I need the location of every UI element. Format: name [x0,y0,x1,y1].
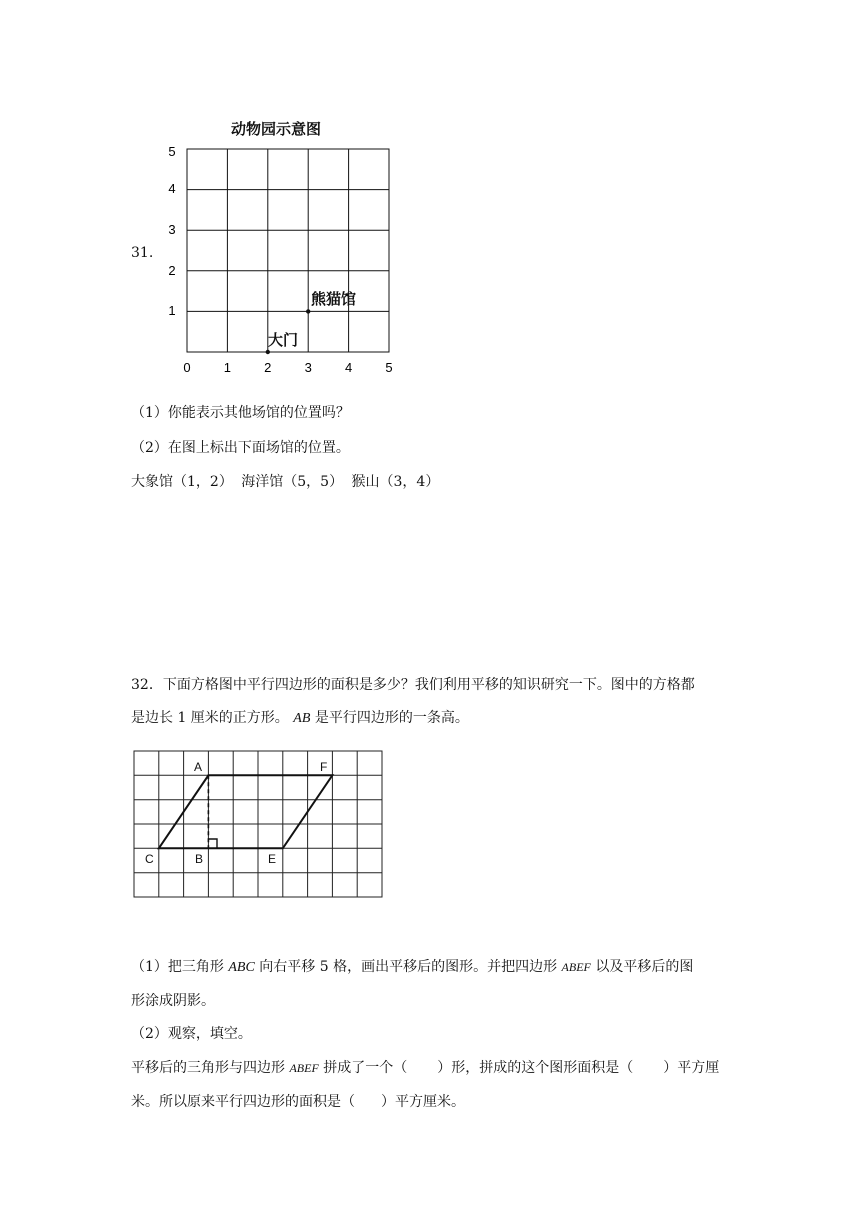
q32-part1-text: 向右平移 5 格，画出平移后的图形。并把四边形 [259,959,558,975]
label-c: C [145,852,154,866]
q32-intro-text: 是平行四边形的一条高。 [314,710,469,726]
right-angle-mark [208,839,217,848]
q32-fill-text: ）平方厘米。 [381,1094,465,1110]
map-title: 动物园示意图 [230,121,322,138]
x-tick: 2 [264,360,272,375]
zoo-map [160,112,410,386]
q32-fill-text: 平移后的三角形与四边形 [131,1060,285,1076]
y-tick: 3 [168,222,176,237]
triangle-abc: ABC [228,960,255,975]
parallelogram-grid-svg [131,748,387,902]
square-grid [134,751,382,897]
q32-fill-text: ）形，拼成的这个图形面积是（ [437,1060,634,1076]
x-tick: 5 [385,360,393,375]
x-tick: 4 [344,360,353,375]
y-tick: 5 [168,144,176,159]
y-tick: 1 [168,303,176,318]
gate-label: 大门 [268,332,299,349]
question-number-31: 31. [131,245,154,261]
q32-fill-text: 米。所以原来平行四边形的面积是（ [131,1094,355,1110]
label-e: E [268,852,277,866]
quadrilateral-abef: ABEF [289,1061,319,1075]
parallelogram [159,775,333,848]
map-grid [187,149,389,352]
q32-intro-text: 是边长 1 厘米的正方形。 [131,710,289,726]
panda-house-point [306,309,310,313]
x-tick: 3 [304,360,312,375]
q32-fill-text: 拼成了一个（ [323,1060,408,1076]
q31-subquestion-1: （1）你能表示其他场馆的位置吗？ [131,405,350,421]
q32-part1-text: （1）把三角形 [131,959,224,975]
q32-part1-line2: 形涂成阴影。 [131,993,215,1009]
label-a: A [194,760,203,774]
q31-subquestion-2: （2）在图上标出下面场馆的位置。 [131,440,350,456]
gate-point [266,350,270,354]
q32-fill-line2 [131,1092,465,1112]
quadrilateral-abef: ABEF [561,960,591,974]
panda-house-label: 熊猫馆 [311,291,357,308]
q32-part1-text: 以及平移后的图 [595,959,694,975]
q31-venues: 大象馆（1，2） 海洋馆（5，5） 猴山（3，4） [131,474,440,490]
parallelogram-grid [131,748,387,906]
y-tick: 4 [168,181,176,196]
y-tick: 2 [168,263,176,278]
x-tick: 1 [223,360,232,375]
q32-fill-line1 [131,1058,719,1078]
label-b: B [195,852,204,866]
zoo-map-svg [160,112,410,382]
label-f: F [320,760,328,774]
q32-part2: （2）观察，填空。 [131,1026,252,1042]
x-tick: 0 [183,360,191,375]
segment-ab: AB [293,711,311,726]
q32-fill-text: ）平方厘 [663,1060,720,1076]
q32-part1-line1 [131,957,693,978]
q32-intro-line1: 32．下面方格图中平行四边形的面积是多少？我们利用平移的知识研究一下。图中的方格都 [131,677,695,693]
q32-intro-line2 [131,708,469,729]
